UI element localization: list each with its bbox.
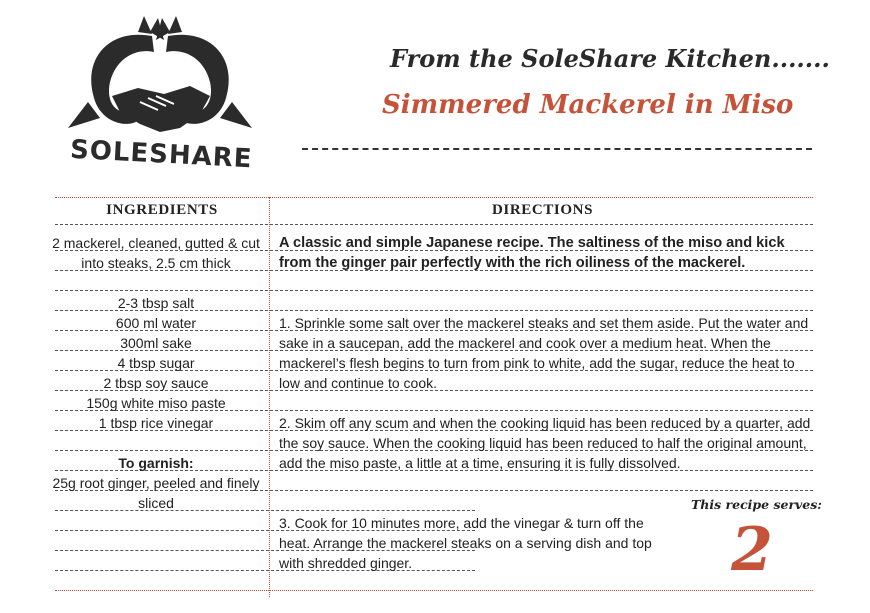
ingredient-item: 4 tbsp sugar	[117, 355, 195, 371]
ingredient-item: 2 tbsp soy sauce	[103, 375, 209, 391]
garnish-heading: To garnish:	[118, 455, 194, 471]
ingredient-item: 1 tbsp rice vinegar	[98, 415, 214, 431]
direction-step: 2. Skim off any scum and when the cooking liquid has been reduced by a quarter, add the soy sauce. When the cooking liquid has been reduced to half the original amount, add the miso paste, a little at a time, ensuring it is fully dissolved.	[279, 415, 811, 471]
recipe-intro: A classic and simple Japanese recipe. The saltiness of the miso and kick from the ginger pair perfectly with the rich oiliness of the mackerel.	[279, 235, 785, 271]
header-rule	[55, 224, 813, 225]
directions-heading: DIRECTIONS	[491, 202, 594, 218]
direction-step: 1. Sprinkle some salt over the mackerel steaks and set them aside. Put the water and sake in a saucepan, add the mackerel and cook over a medium heat. When the mackerel’s flesh begins to turn from pink to white, add the sugar, reduce the heat to low and continue to cook.	[279, 315, 809, 391]
ingredient-item: 2 mackerel, cleaned, gutted & cut into steaks, 2.5 cm thick	[52, 235, 260, 271]
card-top-rule	[55, 197, 813, 198]
ingredient-item: 150g white miso paste	[86, 395, 226, 411]
ingredient-item: 2-3 tbsp salt	[117, 295, 195, 311]
recipe-title: Simmered Mackerel in Miso	[382, 90, 794, 120]
kitchen-heading: From the SoleShare Kitchen.......	[390, 44, 830, 73]
ingredient-item: 300ml sake	[120, 335, 192, 351]
title-divider	[302, 148, 812, 150]
direction-step: 3. Cook for 10 minutes more, add the vinegar & turn off the heat. Arrange the mackerel steaks on a serving dish and top with shredded ginger.	[279, 515, 652, 571]
serves-label: This recipe serves:	[691, 497, 822, 512]
ingredients-heading: INGREDIENTS	[106, 202, 218, 218]
serves-count: 2	[731, 515, 773, 585]
garnish-item: 25g root ginger, peeled and finely sliced	[52, 475, 260, 511]
ingredient-item: 600 ml water	[115, 315, 197, 331]
card-bottom-rule	[55, 590, 813, 591]
row-rule	[55, 290, 813, 291]
brand-name: SOLESHARE	[69, 134, 254, 175]
